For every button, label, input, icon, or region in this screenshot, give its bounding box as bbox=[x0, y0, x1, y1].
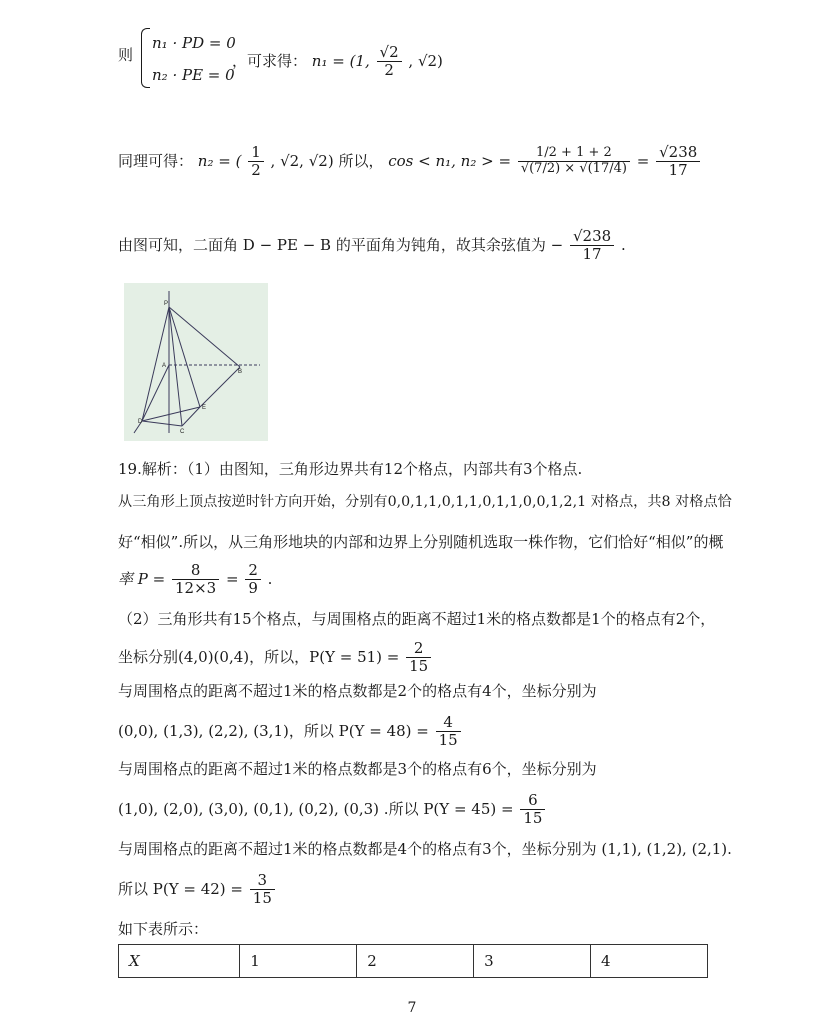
system-prefix: 则 bbox=[118, 46, 134, 64]
p48-num: 4 bbox=[436, 714, 461, 732]
prob-frac1-num: 8 bbox=[172, 562, 219, 580]
table-cell-x: X bbox=[119, 945, 240, 978]
q19-line-12 bbox=[118, 872, 277, 908]
cos-eq: = bbox=[636, 151, 650, 170]
prob-fraction-1 bbox=[172, 562, 219, 598]
n2-tail: , √2, √2) 所以， bbox=[270, 151, 384, 170]
prob-end: . bbox=[267, 569, 273, 588]
q19-line-9: 与周围格点的距离不超过1米的格点数都是3个的格点有6个，坐标分别为 bbox=[118, 760, 597, 778]
cos-fraction bbox=[518, 146, 630, 177]
p48-fraction bbox=[436, 714, 461, 750]
cos-result-num: √238 bbox=[656, 144, 700, 162]
dihedral-text: 由图可知，二面角 D − PE − B 的平面角为钝角，故其余弦值为 − bbox=[118, 235, 564, 254]
edge-pe bbox=[169, 307, 200, 407]
p42-fraction bbox=[250, 872, 275, 908]
dihedral-frac-num: √238 bbox=[570, 228, 614, 246]
label-e: E bbox=[202, 405, 207, 411]
n2-prefix: 同理可得： bbox=[118, 151, 194, 170]
p45-lhs: (1,0), (2,0), (3,0), (0,1), (0,2), (0,3) .所以 P(Y = 45) = bbox=[118, 799, 514, 818]
n1-frac-num: √2 bbox=[377, 44, 402, 62]
n2-lhs: n₂ = ( bbox=[197, 151, 242, 170]
q19-line-3: 好“相似”.所以，从三角形地块的内部和边界上分别随机选取一株作物，它们恰好“相似”的概 bbox=[118, 533, 724, 551]
label-p: P bbox=[164, 301, 169, 307]
prob-lhs: 率 P = bbox=[118, 569, 166, 588]
prob-fraction-2 bbox=[245, 562, 261, 598]
pyramid-figure bbox=[124, 283, 268, 441]
p51-lhs: 坐标分别(4,0)(0,4)，所以，P(Y = 51) = bbox=[118, 647, 400, 666]
p42-lhs: 所以 P(Y = 42) = bbox=[118, 879, 243, 898]
p45-den: 15 bbox=[523, 809, 543, 828]
dihedral-frac-den: 17 bbox=[582, 245, 602, 264]
table-cell: 1 bbox=[240, 945, 357, 978]
table-cell: 3 bbox=[474, 945, 591, 978]
system-eq-1: n₁ · PD = 0 bbox=[152, 34, 236, 52]
dihedral-end: . bbox=[620, 235, 626, 254]
cos-lhs: cos < n₁, n₂ > = bbox=[388, 151, 512, 170]
edge-eb bbox=[200, 367, 243, 407]
system-brace bbox=[141, 28, 150, 88]
page-number: 7 bbox=[407, 1000, 417, 1016]
solve-label: ，可求得： bbox=[232, 51, 308, 70]
n1-tail: , √2) bbox=[408, 51, 443, 70]
n1-frac-den: 2 bbox=[384, 61, 394, 80]
n1-lhs: n₁ = (1, bbox=[311, 51, 370, 70]
edge-de bbox=[142, 407, 200, 421]
n2-frac-num: 1 bbox=[248, 144, 264, 162]
label-d: D bbox=[138, 419, 143, 425]
prob-frac1-den: 12×3 bbox=[174, 579, 217, 598]
q19-line-6 bbox=[118, 640, 433, 676]
n1-fraction bbox=[377, 44, 402, 80]
cos-result-den: 17 bbox=[668, 161, 688, 180]
label-c: C bbox=[180, 429, 185, 435]
p42-den: 15 bbox=[252, 889, 272, 908]
q19-line-10 bbox=[118, 792, 547, 828]
q19-line-8 bbox=[118, 714, 463, 750]
q19-line-4 bbox=[118, 562, 272, 598]
table-cell: 4 bbox=[591, 945, 708, 978]
p45-fraction bbox=[520, 792, 545, 828]
prob-frac2-num: 2 bbox=[245, 562, 261, 580]
cos-frac-den: √(7/2) × √(17/4) bbox=[520, 161, 627, 177]
q19-line-5: （2）三角形共有15个格点，与周围格点的距离不超过1米的格点数都是1个的格点有2个， bbox=[118, 610, 716, 628]
n2-fraction bbox=[248, 144, 264, 180]
cos-result bbox=[656, 144, 700, 180]
p51-fraction bbox=[406, 640, 431, 676]
label-b: B bbox=[238, 369, 243, 375]
q19-line-11: 与周围格点的距离不超过1米的格点数都是4个的格点有3个，坐标分别为 (1,1), (1,2), (2,1). bbox=[118, 840, 732, 858]
p45-num: 6 bbox=[520, 792, 545, 810]
p51-den: 15 bbox=[409, 657, 429, 676]
edge-da bbox=[142, 365, 169, 421]
n2-frac-den: 2 bbox=[251, 161, 261, 180]
pyramid-svg bbox=[124, 283, 268, 441]
edge-dc bbox=[142, 421, 182, 426]
q19-line-2: 从三角形上顶点按逆时针方向开始，分别有0,0,1,1,0,1,1,0,1,1,0,0,1,2,1 对格点，共8 对格点恰 bbox=[118, 494, 732, 510]
cos-frac-num: 1/2 + 1 + 2 bbox=[518, 146, 630, 162]
p48-den: 15 bbox=[438, 731, 458, 750]
n2-line bbox=[118, 144, 702, 180]
p51-num: 2 bbox=[406, 640, 431, 658]
p48-lhs: (0,0), (1,3), (2,2), (3,1)，所以 P(Y = 48) = bbox=[118, 721, 429, 740]
system-eq-2: n₂ · PE = 0 bbox=[152, 66, 235, 84]
distribution-table bbox=[118, 944, 708, 978]
q19-line-13: 如下表所示： bbox=[118, 920, 209, 938]
q19-line-1: 19.解析：（1）由图知，三角形边界共有12个格点，内部共有3个格点. bbox=[118, 460, 583, 478]
table-cell: 2 bbox=[357, 945, 474, 978]
edge-ce bbox=[182, 407, 200, 426]
dihedral-fraction bbox=[570, 228, 614, 264]
solve-text bbox=[232, 44, 443, 80]
prob-frac2-den: 9 bbox=[248, 579, 258, 598]
edge-pb bbox=[169, 307, 240, 367]
p42-num: 3 bbox=[250, 872, 275, 890]
dihedral-line bbox=[118, 228, 626, 264]
prob-eq: = bbox=[225, 569, 239, 588]
q19-line-7: 与周围格点的距离不超过1米的格点数都是2个的格点有4个，坐标分别为 bbox=[118, 682, 597, 700]
label-a: A bbox=[162, 363, 167, 369]
edge-pc bbox=[169, 307, 182, 426]
table-row bbox=[119, 945, 708, 978]
